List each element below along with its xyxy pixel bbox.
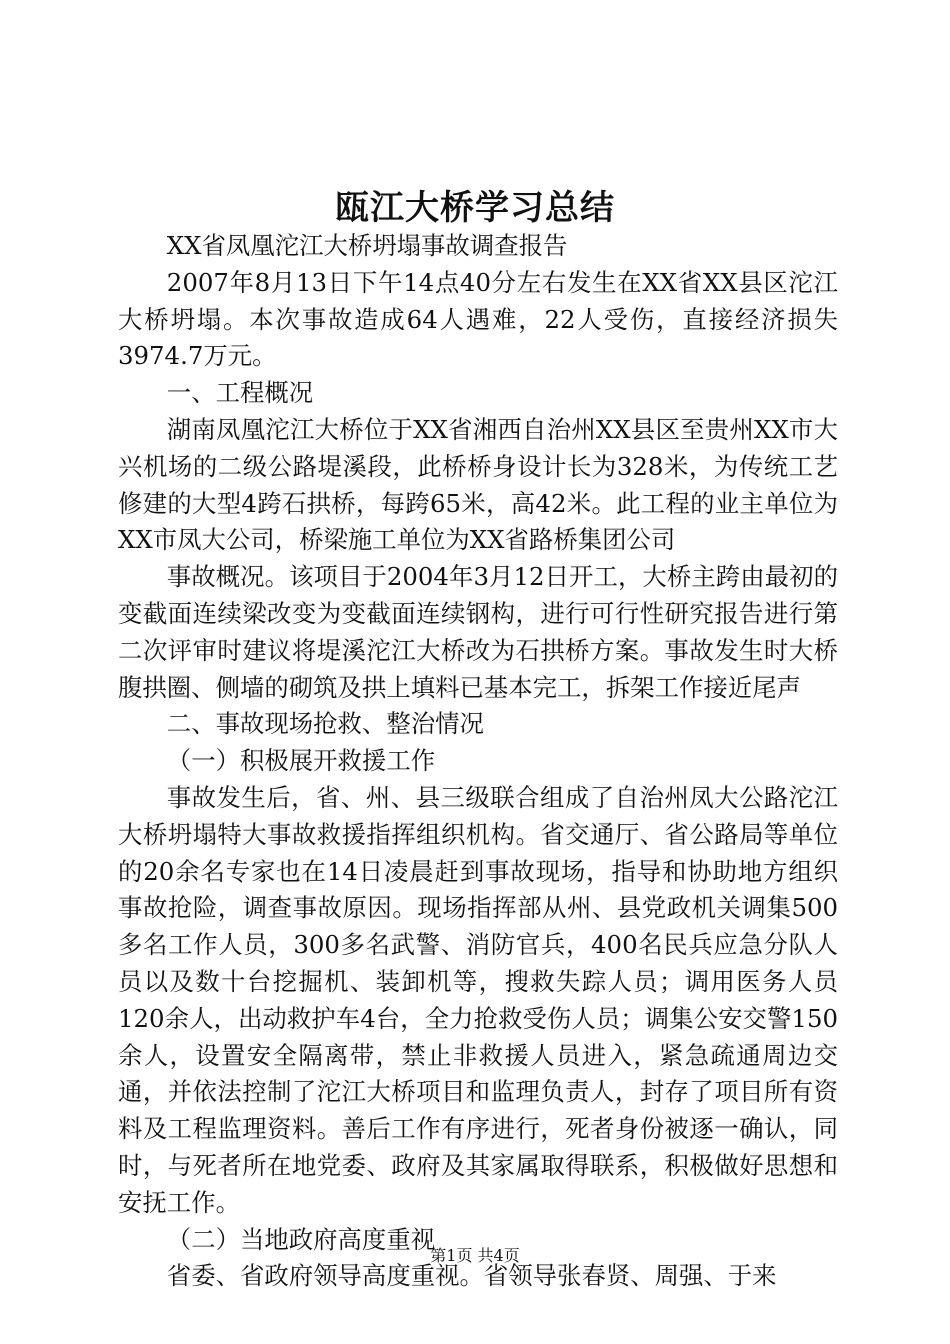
section-heading-project-overview: 一、工程概况 (166, 378, 314, 408)
paragraph-report-title: XX省凤凰沱江大桥坍塌事故调查报告 (166, 231, 568, 260)
subsection-heading-government: （二）当地政府高度重视 (166, 1224, 436, 1254)
page-number-footer: 第1页 共4页 (430, 1246, 520, 1265)
paragraph-rescue-work: 事故发生后，省、州、县三级联合组成了自治州凤大公路沱江大桥坍塌特大事故救援指挥组织机构。省交通厅、省公路局等单位的20余名专家也在14日凌晨赶到事故现场，指导和协助地方组织事故抢险，调查事故原因。现场指挥部从州、县党政机关调集500多名工作人员，300多名武警、消防官兵，400名民兵应急分队人员以及数十台挖掘机、装卸机等，搜救失踪人员；调用医务人员120余人，出动救护车4台，全力抢救受伤人员；调集公安交警150余人，设置安全隔离带，禁止非救援人员进入，紧急疏通周边交通，并依法控制了沱江大桥项目和监理负责人，封存了项目所有资料及工程监理资料。善后工作有序进行，死者身份被逐一确认，同时，与死者所在地党委、政府及其家属取得联系，积极做好思想和安抚工作。 (118, 782, 838, 1217)
paragraph-accident-overview: 事故概况。该项目于2004年3月12日开工，大桥主跨由最初的变截面连续梁改变为变截面连续钢构，进行可行性研究报告进行第二次评审时建议将堤溪沱江大桥改为石拱桥方案。事故发生时大桥腹拱圈、侧墙的砌筑及拱上填料已基本完工，拆架工作接近尾声 (118, 562, 838, 702)
paragraph-government: 省委、省政府领导高度重视。省领导张春贤、周强、于来 (166, 1261, 777, 1291)
document-body (118, 228, 838, 1295)
section-heading-rescue: 二、事故现场抢救、整治情况 (166, 709, 484, 739)
paragraph-summary: 2007年8月13日下午14点40分左右发生在XX省XX县区沱江大桥坍塌。本次事故造成64人遇难，22人受伤，直接经济损失3974.7万元。 (118, 267, 838, 371)
paragraph-project-overview: 湖南凤凰沱江大桥位于XX省湘西自治州XX县区至贵州XX市大兴机场的二级公路堤溪段，此桥桥身设计长为328米，为传统工艺修建的大型4跨石拱桥，每跨65米，高42米。此工程的业主单位为XX市凤大公司，桥梁施工单位为XX省路桥集团公司 (118, 414, 838, 555)
document-title: 瓯江大桥学习总结 (335, 188, 615, 228)
subsection-heading-rescue-work: （一）积极展开救援工作 (166, 746, 436, 776)
